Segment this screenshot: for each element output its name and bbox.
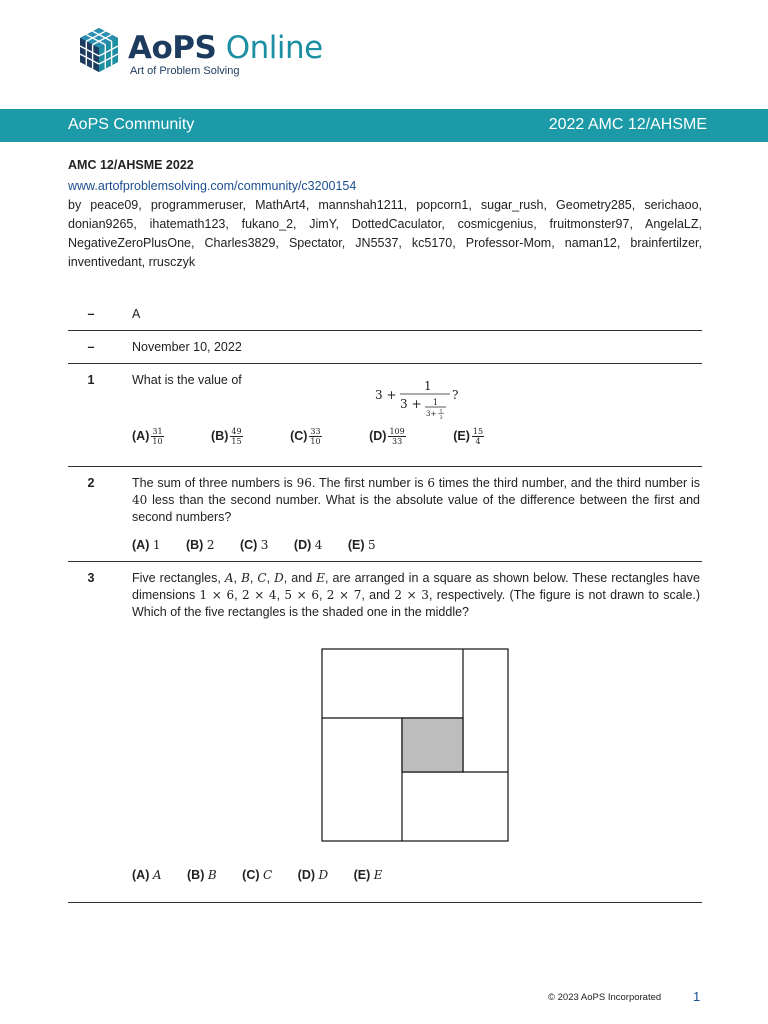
svg-text:3 +: 3 +	[375, 388, 397, 402]
denominator: 4	[475, 437, 481, 446]
math-var: A	[224, 571, 234, 585]
choice-label: (E)	[347, 538, 365, 552]
authors-list: by peace09, programmeruser, MathArt4, mannshah1211, popcorn1, sugar_rush, Geometry285, serichaoo, donian9265, ihatemath123, fukano_2, JimY, DottedCaculator, cosmicgenius, fruitmonster97, AngelaLZ, NegativeZeroPlusOne, Charles3829, Spectator, JN5537, kc5170, Professor-Mom, naman12, brainfertilzer, inventivedant, rrusczyk	[68, 198, 702, 269]
row-marker: –	[87, 340, 95, 354]
row-marker: –	[87, 307, 95, 321]
choice-value: C	[263, 868, 273, 882]
choice-b[interactable]	[186, 538, 214, 552]
text-part: less than the second number. What is the absolute value of the difference between the first and second numbers?	[132, 493, 700, 524]
contest-title: AMC 12/AHSME 2022	[68, 158, 194, 172]
banner-left: AoPS Community	[68, 116, 195, 133]
numerator: 33	[310, 427, 321, 436]
aops-logo	[78, 26, 323, 82]
svg-text:3+: 3+	[426, 410, 437, 418]
svg-text:?: ?	[452, 388, 459, 402]
choice-value: A	[152, 868, 162, 882]
choice-label: (D)	[297, 868, 316, 882]
text-part: ,	[276, 588, 285, 602]
choice-label: (B)	[185, 538, 204, 552]
answer-choices	[132, 867, 405, 884]
denominator: 15	[231, 437, 242, 446]
text-part: ,	[266, 571, 275, 585]
math-var: B	[241, 571, 250, 585]
choice-value: 5	[368, 538, 376, 552]
choice-a[interactable]	[132, 538, 160, 552]
denominator: 33	[392, 437, 403, 446]
version-label: A	[132, 307, 141, 321]
svg-text:3 +: 3 +	[400, 397, 422, 411]
answer-choices	[132, 537, 700, 554]
choice-value: B	[207, 868, 217, 882]
math-dim: 2 × 7	[326, 588, 362, 602]
choice-label: (A)	[132, 538, 150, 552]
math-number: 6	[427, 476, 435, 490]
rectangles-figure	[321, 648, 511, 844]
numerator: 49	[231, 427, 242, 436]
text-part: Five rectangles,	[132, 571, 225, 585]
problem-table	[68, 304, 702, 903]
problem-number: 1	[87, 373, 95, 387]
choice-c[interactable]	[240, 538, 268, 552]
choice-value: E	[373, 868, 383, 882]
problem-1	[68, 364, 702, 467]
choice-d[interactable]	[369, 427, 428, 446]
math-var: C	[257, 571, 267, 585]
aops-cube-icon	[78, 26, 120, 74]
denominator: 10	[152, 437, 163, 446]
logo-brand: AoPS	[128, 30, 217, 66]
choice-value: 3	[260, 538, 269, 552]
choice-c[interactable]	[290, 427, 344, 446]
choice-label: (E)	[453, 428, 470, 443]
choice-b[interactable]	[211, 427, 265, 446]
text-part: ,	[233, 571, 242, 585]
answer-choices	[132, 427, 528, 446]
choice-label: (A)	[132, 868, 150, 882]
text-part: ,	[249, 571, 258, 585]
math-dim: 2 × 3	[394, 588, 429, 602]
problem-text: What is the value of	[132, 373, 242, 387]
problem-3	[68, 562, 702, 903]
problem-number: 3	[87, 571, 95, 585]
choice-d[interactable]	[298, 868, 328, 882]
math-var: D	[274, 571, 284, 585]
text-part: ,	[318, 588, 327, 602]
choice-label: (B)	[211, 428, 229, 443]
problem-2	[68, 467, 702, 562]
numerator: 109	[389, 427, 405, 436]
math-dim: 2 × 4	[241, 588, 277, 602]
choice-c[interactable]	[242, 868, 272, 882]
math-var: E	[316, 571, 325, 585]
numerator: 31	[152, 427, 163, 436]
svg-text:1: 1	[433, 398, 439, 407]
math-number: 96	[296, 476, 312, 490]
choice-a[interactable]	[132, 868, 162, 882]
choice-label: (A)	[132, 428, 150, 443]
choice-value: 1	[152, 538, 161, 552]
choice-value: 2	[206, 538, 215, 552]
choice-label: (E)	[353, 868, 371, 882]
choice-e[interactable]	[453, 427, 506, 446]
shaded-middle-rectangle	[402, 718, 463, 772]
problem-text	[132, 570, 700, 621]
svg-text:1: 1	[424, 379, 432, 393]
math-number: 40	[132, 493, 148, 507]
community-banner	[0, 109, 768, 142]
choice-value: D	[318, 868, 329, 882]
denominator: 10	[310, 437, 321, 446]
math-dim: 1 × 6	[199, 588, 235, 602]
copyright: © 2023 AoPS Incorporated	[548, 992, 662, 1003]
choice-label: (C)	[239, 538, 258, 552]
numerator: 15	[472, 427, 484, 436]
community-link[interactable]: www.artofproblemsolving.com/community/c3200154	[68, 179, 357, 193]
choice-value: 4	[314, 538, 323, 552]
banner-right: 2022 AMC 12/AHSME	[548, 116, 707, 133]
math-dim: 5 × 6	[284, 588, 319, 602]
text-part: and	[291, 571, 317, 585]
document-header	[68, 156, 702, 272]
text-part: , are arranged in a square as shown below. These rectangles have dimensions	[132, 571, 701, 602]
text-part: . The first number is	[311, 476, 428, 490]
text-part: ,	[283, 571, 292, 585]
choice-label: (B)	[187, 868, 205, 882]
info-row	[68, 331, 702, 364]
logo-brand-online: Online	[225, 30, 323, 66]
choice-label: (C)	[290, 428, 308, 443]
info-row	[68, 304, 702, 331]
choice-label: (C)	[242, 868, 260, 882]
text-part: , and	[361, 588, 395, 602]
choice-e[interactable]	[348, 538, 376, 552]
choice-a[interactable]	[132, 427, 186, 446]
logo-tagline: Art of Problem Solving	[130, 65, 240, 77]
problem-number: 2	[87, 476, 95, 490]
contest-date: November 10, 2022	[132, 340, 242, 354]
choice-label: (D)	[369, 428, 387, 443]
svg-text:3: 3	[439, 415, 443, 420]
text-part: , respectively. (The figure is not drawn to scale.) Which of the five rectangles is the shaded one in the middle?	[132, 588, 701, 619]
choice-d[interactable]	[294, 538, 322, 552]
choice-b[interactable]	[187, 868, 217, 882]
text-part: times the third number, and the third number is	[434, 476, 700, 490]
svg-text:1: 1	[439, 408, 443, 415]
choice-e[interactable]	[354, 868, 383, 882]
continued-fraction-formula	[373, 378, 483, 420]
choice-label: (D)	[293, 538, 312, 552]
text-part: The sum of three numbers is	[132, 476, 297, 490]
text-part: ,	[234, 588, 242, 602]
problem-text	[132, 475, 700, 526]
page-number: 1	[693, 989, 701, 1004]
